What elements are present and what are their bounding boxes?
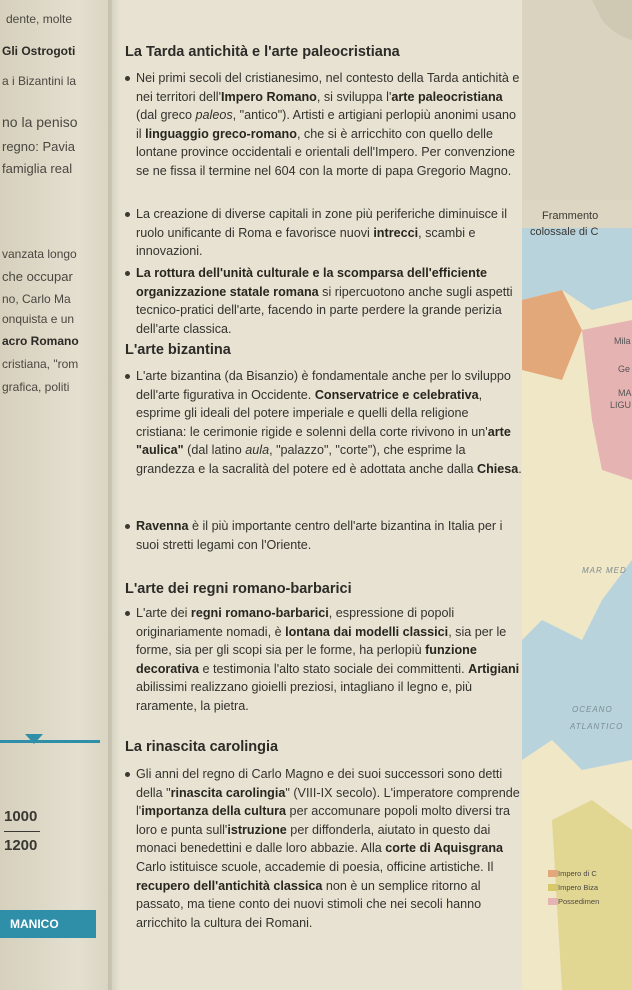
legend-item: Impero Biza bbox=[558, 883, 599, 892]
bullet-icon bbox=[125, 212, 130, 217]
margin-fragment: cristiana, "rom bbox=[2, 357, 79, 371]
margin-fragment: regno: Pavia bbox=[2, 139, 75, 154]
heading-regni-romano-barbarici: L'arte dei regni romano-barbarici bbox=[125, 581, 352, 597]
map-label: LIGU bbox=[610, 400, 632, 410]
legend-swatch bbox=[548, 884, 558, 891]
legend-item: Impero di C bbox=[558, 869, 597, 878]
bullet-icon bbox=[125, 772, 130, 777]
year-divider bbox=[4, 831, 40, 832]
map-label: OCEANO bbox=[572, 705, 613, 714]
list-item: La rottura dell'unità culturale e la scomparsa dell'efficiente organizzazione statale romana si ripercuotono anche sugli aspetti tecnico-pratici dell'arte, facendo in parte perdere la grande perizia dell'arte classica. bbox=[118, 264, 522, 338]
legend-swatch bbox=[548, 898, 558, 905]
margin-fragment: Gli Ostrogoti bbox=[2, 44, 76, 58]
timeline-tag: MANICO bbox=[0, 910, 96, 938]
margin-fragment: a i Bizantini la bbox=[2, 74, 77, 88]
map-label: Ge bbox=[618, 364, 631, 374]
map-label: MA bbox=[618, 388, 632, 398]
margin-fragment: acro Romano bbox=[2, 334, 79, 348]
list-item: L'arte bizantina (da Bisanzio) è fondamentale anche per lo sviluppo dell'arte figurativa in Occidente. Conservatrice e celebrativa, esprime gli ideali del potere imperiale e quelli della religione cristiana: le cerimonie rigide e solenni della corte rivivono in un'arte "aulica" (dal latino aula, "palazzo", "corte"), che esprime la grandezza e la sacralità del potere ed è adottata anche dalla Chiesa. bbox=[118, 367, 522, 479]
map-label: MAR MED bbox=[582, 566, 627, 575]
margin-fragment: dente, molte bbox=[6, 12, 73, 26]
margin-fragment: famiglia real bbox=[2, 161, 73, 176]
legend-item: Possedimen bbox=[558, 897, 600, 906]
margin-fragment: grafica, politi bbox=[2, 380, 70, 394]
map-label: ATLANTICO bbox=[570, 722, 624, 731]
map-label: Mila bbox=[614, 336, 631, 346]
map-drawing bbox=[522, 0, 632, 990]
bullet-icon bbox=[125, 524, 130, 529]
timeline-bar bbox=[0, 740, 100, 743]
bullet-icon bbox=[125, 374, 130, 379]
historical-map bbox=[522, 0, 632, 990]
map-caption: Frammento bbox=[542, 210, 599, 222]
list-item: La creazione di diverse capitali in zone più periferiche diminuisce il ruolo unificante di Roma e favorisce nuovi intrecci, scambi e innovazioni. bbox=[118, 205, 522, 261]
margin-fragment: onquista e un bbox=[2, 312, 75, 326]
margin-fragment: vanzata longo bbox=[2, 247, 77, 261]
list-item: Ravenna è il più importante centro dell'arte bizantina in Italia per i suoi stretti legami con l'Oriente. bbox=[118, 517, 522, 554]
margin-fragment: no, Carlo Ma bbox=[2, 292, 71, 306]
heading-tarda-antichita: La Tarda antichità e l'arte paleocristiana bbox=[125, 44, 400, 60]
bullet-icon bbox=[125, 611, 130, 616]
bullet-icon bbox=[125, 271, 130, 276]
map-caption: colossale di C bbox=[530, 226, 599, 238]
margin-fragment: che occupar bbox=[2, 269, 73, 284]
left-page-edge bbox=[0, 0, 112, 990]
byzantine-region bbox=[552, 800, 632, 990]
timeline bbox=[0, 700, 112, 990]
heading-rinascita-carolingia: La rinascita carolingia bbox=[125, 739, 279, 755]
legend-swatch bbox=[548, 870, 558, 877]
year-end: 1200 bbox=[4, 837, 38, 854]
heading-arte-bizantina: L'arte bizantina bbox=[125, 342, 231, 358]
margin-fragment: no la peniso bbox=[2, 114, 78, 130]
year-start: 1000 bbox=[4, 808, 38, 825]
list-item: Gli anni del regno di Carlo Magno e dei suoi successori sono detti della "rinascita carolingia" (VIII-IX secolo). L'imperatore comprende l'importanza della cultura per accomunare popoli molto diversi tra loro e punta sull'istruzione per diffonderla, aiutato in questo dai monaci benedettini e dalle loro abbazie. Alla corte di Aquisgrana Carlo istituisce scuole, accademie di poesia, officine artistiche. Il recupero dell'antichità classica non è un semplice ritorno al passato, ma tiene conto dei nuovi stimoli che nei secoli hanno arricchito la cultura dei Romani. bbox=[118, 765, 522, 932]
list-item: Nei primi secoli del cristianesimo, nel contesto della Tarda antichità e nei territori dell'Impero Romano, si sviluppa l'arte paleocristiana (dal greco paleos, "antico"). Artisti e artigiani perlopiù anonimi usano il linguaggio greco-romano, che si è arricchito con quello delle lontane province occidentali e orientali dell'Impero. Per convenzione se ne fissa il termine nel 604 con la morte di papa Gregorio Magno. bbox=[118, 69, 522, 181]
bullet-icon bbox=[125, 76, 130, 81]
list-item: L'arte dei regni romano-barbarici, espressione di popoli originariamente nomadi, è lontana dai modelli classici, sia per le forme, sia per gli scopi sia per le forme, ha perlopiù funzione decorativa e testimonia l'alto stato sociale dei committenti. Artigiani abilissimi realizzano gioielli preziosi, intagliano il legno e, più raramente, la pietra. bbox=[118, 604, 522, 716]
